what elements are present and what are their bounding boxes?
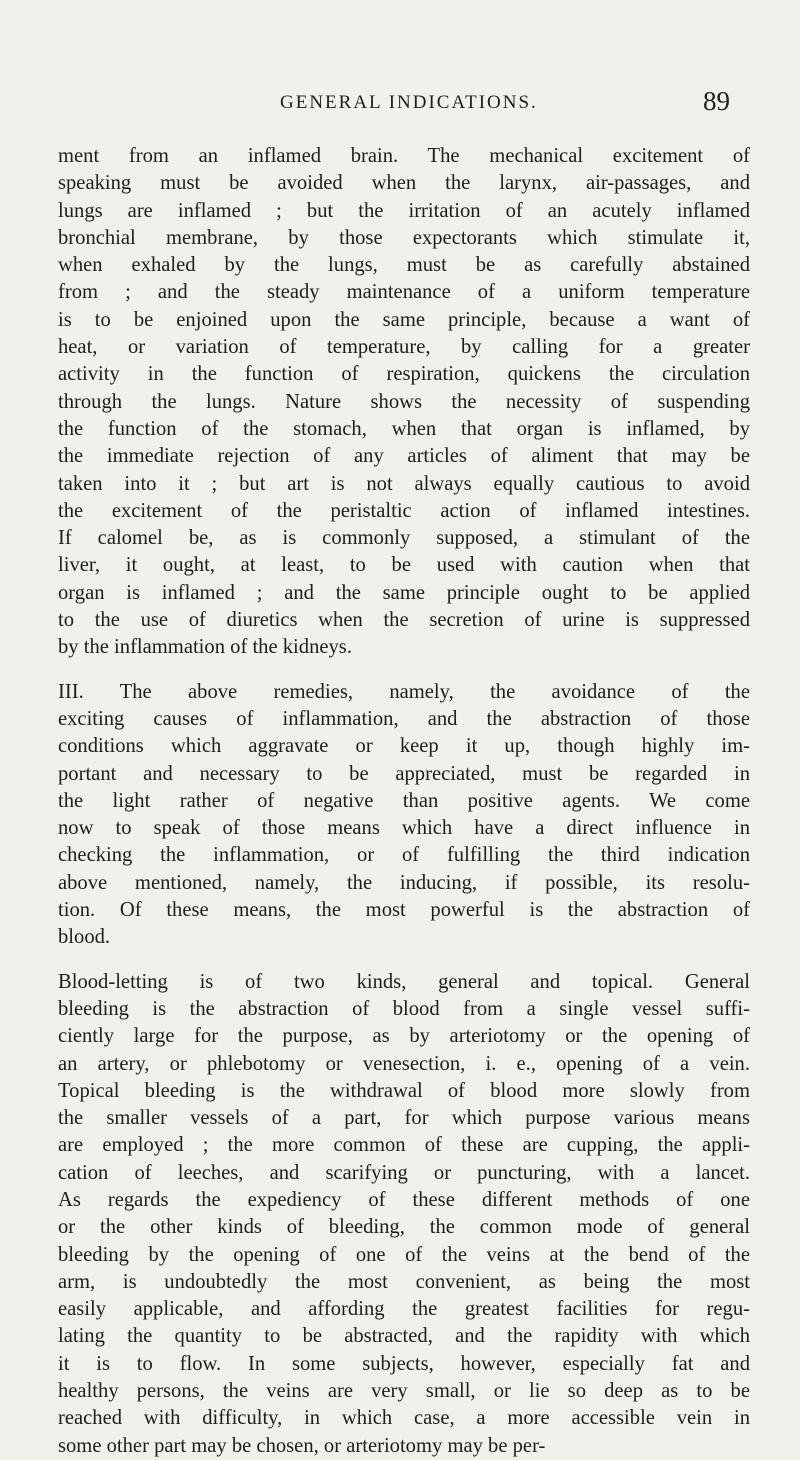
text-line: organ is inflamed ; and the same principle ought to be applied <box>58 581 750 604</box>
text-line: the function of the stomach, when that organ is inflamed, by <box>58 417 750 440</box>
text-line: now to speak of those means which have a direct influence in <box>58 817 750 840</box>
text-line: above mentioned, namely, the inducing, if possible, its resolu- <box>58 871 750 894</box>
text-line: some other part may be chosen, or arteriotomy may be per- <box>58 1434 546 1457</box>
text-line: heat, or variation of temperature, by calling for a greater <box>58 336 750 359</box>
text-line: or the other kinds of bleeding, the common mode of general <box>58 1216 750 1239</box>
text-line: If calomel be, as is commonly supposed, a stimulant of the <box>58 527 750 550</box>
text-line: ciently large for the purpose, as by arteriotomy or the opening of <box>58 1025 750 1048</box>
text-line: conditions which aggravate or keep it up, though highly im- <box>58 735 750 758</box>
text-line: arm, is undoubtedly the most convenient, as being the most <box>58 1270 750 1293</box>
text-line: lating the quantity to be abstracted, and the rapidity with which <box>58 1325 750 1348</box>
running-header <box>0 86 800 126</box>
text-line: taken into it ; but art is not always equally cautious to avoid <box>58 472 750 495</box>
text-line: tion. Of these means, the most powerful is the abstraction of <box>58 899 750 922</box>
paragraph <box>58 143 750 662</box>
text-line: the immediate rejection of any articles of aliment that may be <box>58 445 750 468</box>
text-line: cation of leeches, and scarifying or puncturing, with a lancet. <box>58 1161 750 1184</box>
text-line: activity in the function of respiration, quickens the circulation <box>58 363 750 386</box>
text-line: through the lungs. Nature shows the necessity of suspending <box>58 390 750 413</box>
text-line: reached with difficulty, in which case, a more accessible vein in <box>58 1407 750 1430</box>
text-line: bleeding by the opening of one of the veins at the bend of the <box>58 1243 750 1266</box>
paragraph-gap <box>58 662 750 679</box>
text-line: an artery, or phlebotomy or venesection, i. e., opening of a vein. <box>58 1052 750 1075</box>
text-line: speaking must be avoided when the larynx, air-passages, and <box>58 172 750 195</box>
text-line: liver, it ought, at least, to be used with caution when that <box>58 554 750 577</box>
text-line: to the use of diuretics when the secretion of urine is suppressed <box>58 609 750 632</box>
text-line: it is to flow. In some subjects, however, especially fat and <box>58 1352 750 1375</box>
text-line: Blood-letting is of two kinds, general and topical. General <box>58 970 750 993</box>
text-line: is to be enjoined upon the same principle, because a want of <box>58 308 750 331</box>
text-line: from ; and the steady maintenance of a uniform temperature <box>58 281 750 304</box>
text-line: bleeding is the abstraction of blood from a single vessel suffi- <box>58 997 750 1020</box>
text-line: easily applicable, and affording the greatest facilities for regu- <box>58 1298 750 1321</box>
text-line: lungs are inflamed ; but the irritation of an acutely inflamed <box>58 199 750 222</box>
text-line: when exhaled by the lungs, must be as carefully abstained <box>58 254 750 277</box>
text-line: blood. <box>58 926 111 949</box>
text-line: by the inflammation of the kidneys. <box>58 636 352 659</box>
paragraph-gap <box>58 952 750 969</box>
text-line: exciting causes of inflammation, and the abstraction of those <box>58 707 750 730</box>
text-line: the excitement of the peristaltic action of inflamed intestines. <box>58 499 750 522</box>
paragraph <box>58 969 750 1460</box>
text-line: As regards the expediency of these different methods of one <box>58 1188 750 1211</box>
paragraph <box>58 679 750 952</box>
text-line: checking the inflammation, or of fulfilling the third indication <box>58 844 750 867</box>
running-title: GENERAL INDICATIONS. <box>280 92 538 113</box>
text-line: are employed ; the more common of these are cupping, the appli- <box>58 1134 750 1157</box>
page-number: 89 <box>703 86 730 116</box>
text-line: Topical bleeding is the withdrawal of blood more slowly from <box>58 1079 750 1102</box>
text-line: the light rather of negative than positive agents. We come <box>58 789 750 812</box>
body-text <box>58 143 750 1460</box>
text-line: bronchial membrane, by those expectorants which stimulate it, <box>58 226 750 249</box>
text-line: ment from an inflamed brain. The mechanical excitement of <box>58 145 750 167</box>
text-line: III. The above remedies, namely, the avoidance of the <box>58 680 750 703</box>
text-line: portant and necessary to be appreciated, must be regarded in <box>58 762 750 785</box>
text-line: the smaller vessels of a part, for which purpose various means <box>58 1107 750 1130</box>
text-line: healthy persons, the veins are very small, or lie so deep as to be <box>58 1380 750 1403</box>
